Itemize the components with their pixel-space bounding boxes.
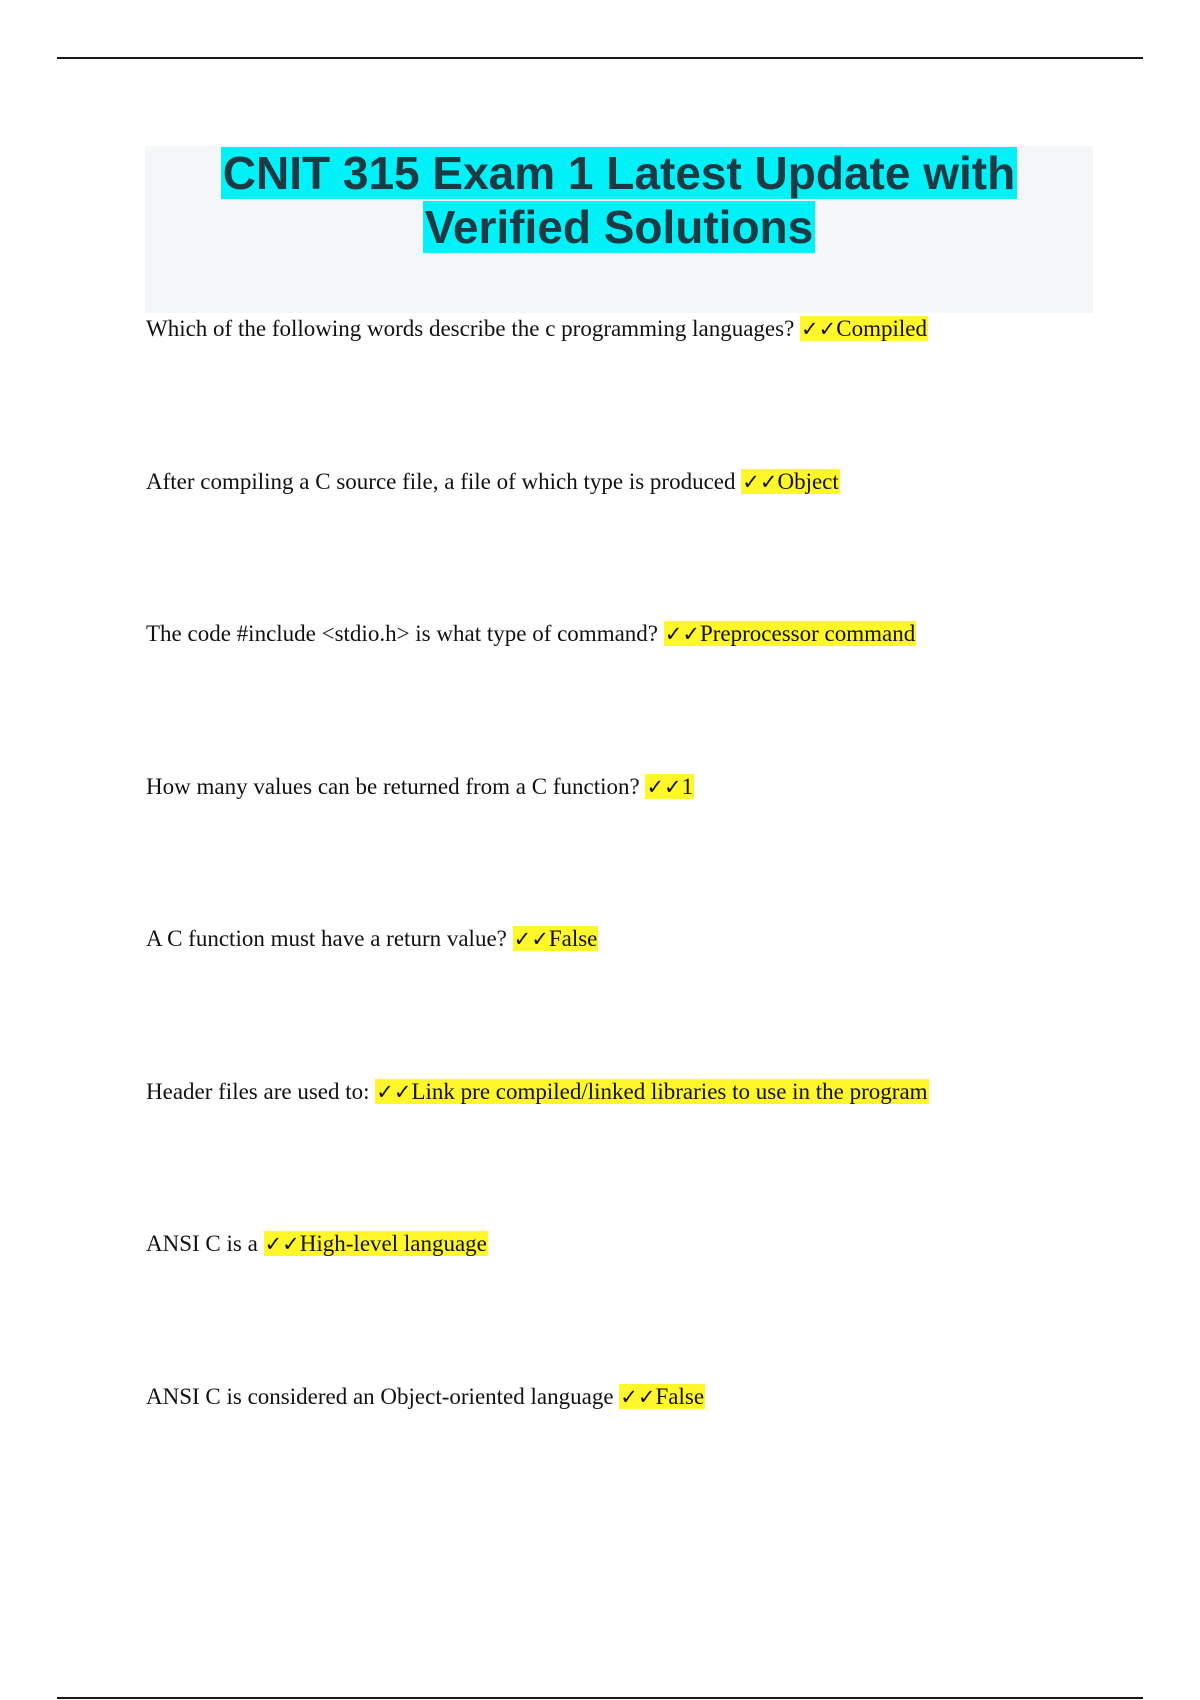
double-check-icon: ✓✓ [801, 317, 837, 341]
question-text: A C function must have a return value? [146, 926, 507, 951]
footer-rule [57, 1697, 1143, 1699]
double-check-icon: ✓✓ [376, 1080, 412, 1104]
question-text: ANSI C is considered an Object-oriented language [146, 1384, 614, 1409]
document-title [145, 146, 1093, 254]
answer-text: High-level language [299, 1231, 487, 1256]
answer-text: False [548, 926, 598, 951]
answer-text: Preprocessor command [699, 621, 916, 646]
question-text: ANSI C is a [146, 1231, 258, 1256]
header-rule [57, 57, 1143, 59]
answer-text: Compiled [836, 316, 927, 341]
question-text: The code #include <stdio.h> is what type of command? [146, 621, 659, 646]
title-line-1: CNIT 315 Exam 1 Latest Update with [222, 147, 1016, 199]
qa-item-4 [146, 772, 1146, 802]
double-check-icon: ✓✓ [664, 622, 700, 646]
answer-highlight [664, 621, 916, 646]
answer-text: Object [777, 469, 839, 494]
answer-highlight [741, 469, 840, 494]
qa-item-1 [146, 314, 1146, 344]
title-line-2: Verified Solutions [424, 201, 814, 253]
qa-item-5 [146, 924, 1146, 954]
qa-item-3 [146, 619, 1146, 649]
double-check-icon: ✓✓ [513, 927, 549, 951]
question-text: Which of the following words describe the c programming languages? [146, 316, 795, 341]
qa-item-8 [146, 1382, 1146, 1412]
answer-highlight [375, 1079, 928, 1104]
question-text: Header files are used to: [146, 1079, 370, 1104]
double-check-icon: ✓✓ [742, 470, 778, 494]
double-check-icon: ✓✓ [646, 775, 682, 799]
answer-highlight [264, 1231, 488, 1256]
title-block [145, 146, 1093, 313]
double-check-icon: ✓✓ [264, 1232, 300, 1256]
question-text: After compiling a C source file, a file of which type is produced [146, 469, 736, 494]
answer-highlight [619, 1384, 705, 1409]
answer-text: False [655, 1384, 705, 1409]
answer-highlight [645, 774, 694, 799]
qa-item-7 [146, 1229, 1146, 1259]
answer-text: 1 [681, 774, 694, 799]
double-check-icon: ✓✓ [620, 1385, 656, 1409]
answer-highlight [800, 316, 928, 341]
qa-item-2 [146, 467, 1146, 497]
answer-highlight [513, 926, 599, 951]
question-text: How many values can be returned from a C function? [146, 774, 640, 799]
qa-item-6 [146, 1077, 1146, 1107]
answer-text: Link pre compiled/linked libraries to use in the program [411, 1079, 928, 1104]
